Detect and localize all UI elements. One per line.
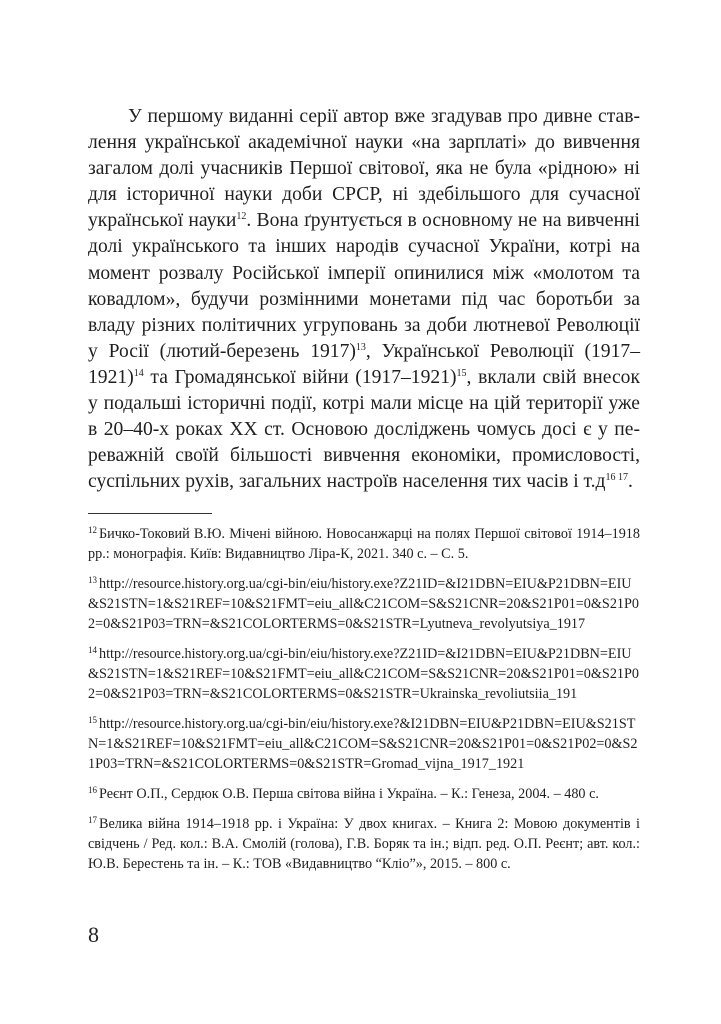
footnote-separator xyxy=(88,513,212,514)
footnote-14 xyxy=(88,644,640,704)
footnote-number: 15 xyxy=(88,715,97,726)
footnote-17 xyxy=(88,814,640,874)
footnote-13 xyxy=(88,574,640,634)
footnote-ref[interactable]: 16 17 xyxy=(605,472,629,484)
footnote-number: 13 xyxy=(88,575,97,586)
footnote-number: 12 xyxy=(88,525,97,536)
body-text-run: , Української Революції (1917–1921) xyxy=(88,340,640,388)
body-paragraph xyxy=(88,104,640,495)
body-text-run: У першому виданні серії автор вже згадував про дивне ставлення української академічної науки «на зарплаті» до вивчення загалом долі учасників Першої світової, яка не була «рідною» ні для історичної науки доби СРСР, ні здебільшого для сучасної української науки xyxy=(88,106,640,232)
footnote-url[interactable]: http://resource.history.org.ua/cgi-bin/eiu/history.exe?Z21ID=&I21DBN=EIU&P21DBN=EIU&S21STN=1&S21REF=10&S21FMT=eiu_all&C21COM=S&S21CNR=20&S21P01=0&S21P02=0&S21P03=TRN=&S21COLORTERMS=0&S21STR=Ukrainska_revoliutsiia_191 xyxy=(88,646,639,703)
footnote-ref[interactable]: 12 xyxy=(236,211,247,223)
body-text-run: . Вона ґрунтується в основному не на вивченні долі українського та інших народів сучасної України, котрі на момент розвалу Російської імперії опинилися між «молотом та ковадлом», будучи розмінними монетами під час боротьби за владу різних політичних угруповань за доби лютневої Революції у Росії (лютий-березень 1917) xyxy=(88,210,640,362)
footnote-number: 17 xyxy=(88,815,97,826)
footnote-12 xyxy=(88,524,640,564)
footnotes xyxy=(88,524,640,874)
footnote-text: Бичко-Токовий В.Ю. Мічені війною. Новосанжарці на полях Першої світової 1914–1918 рр.: монографія. Київ: Видавництво Ліра-К, 2021. 340 с. – С. 5. xyxy=(88,526,640,563)
body-text-run: , вклали свій внесок у подальші історичні події, котрі мали місце на цій території уже в 20–40-х роках ХХ ст. Основою досліджень чомусь досі є у переважній своїй більшості вивчення економіки, промисловості, суспільних рухів, загальних настроїв населення тих часів і т.д xyxy=(88,366,640,493)
body-text-run: . xyxy=(628,471,633,493)
footnote-text: Велика війна 1914–1918 рр. і Україна: У двох книгах. – Книга 2: Мовою документів і свідчень / Ред. кол.: В.А. Смолій (голова), Г.В. Боряк та ін.; відп. ред. О.П. Реєнт; авт. кол.: Ю.В. Берестень та ін. – К.: ТОВ «Видавництво “Кліо”», 2015. – 800 с. xyxy=(88,816,640,873)
footnote-number: 16 xyxy=(88,785,97,796)
footnote-16 xyxy=(88,784,640,804)
footnote-ref[interactable]: 15 xyxy=(456,367,467,379)
footnote-15 xyxy=(88,714,640,774)
footnote-url[interactable]: http://resource.history.org.ua/cgi-bin/eiu/history.exe?&I21DBN=EIU&P21DBN=EIU&S21STN=1&S21REF=10&S21FMT=eiu_all&C21COM=S&S21CNR=20&S21P01=0&S21P02=0&S21P03=TRN=&S21COLORTERMS=0&S21STR=Gromad_vijna_1917_1921 xyxy=(88,716,638,773)
footnote-url[interactable]: http://resource.history.org.ua/cgi-bin/eiu/history.exe?Z21ID=&I21DBN=EIU&P21DBN=EIU&S21STN=1&S21REF=10&S21FMT=eiu_all&C21COM=S&S21CNR=20&S21P01=0&S21P02=0&S21P03=TRN=&S21COLORTERMS=0&S21STR=Lyutneva_revolyutsiya_1917 xyxy=(88,576,639,633)
footnote-text: Реєнт О.П., Сердюк О.В. Перша світова війна і Україна. – К.: Генеза, 2004. – 480 с. xyxy=(99,786,599,803)
footnote-number: 14 xyxy=(88,645,97,656)
footnote-ref[interactable]: 13 xyxy=(355,341,366,353)
footnote-ref[interactable]: 14 xyxy=(133,367,144,379)
body-text-run: та Громадянської війни (1917–1921) xyxy=(143,366,457,388)
page-content xyxy=(88,104,640,884)
page-number: 8 xyxy=(88,922,99,947)
